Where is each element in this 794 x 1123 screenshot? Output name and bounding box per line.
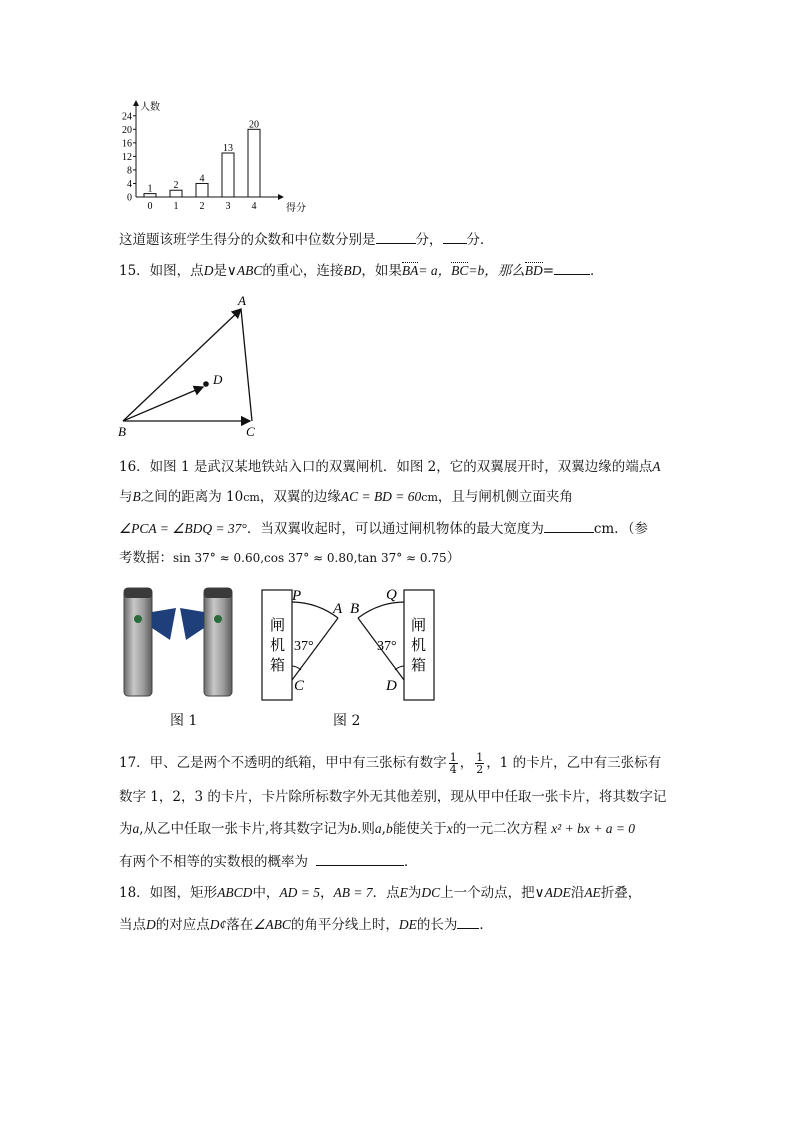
bar-value-label: 2 (173, 180, 179, 192)
q18-l1m: 沿 (570, 885, 585, 901)
y-tick-label: 16 (122, 138, 132, 150)
q14-blank-mode[interactable] (376, 229, 416, 244)
score-bar-chart (112, 96, 312, 218)
right-indicator-icon (214, 615, 222, 623)
q16-l1b: A (652, 459, 661, 474)
bar-value-label: 13 (223, 143, 233, 154)
q18-l1o: 折叠， (600, 885, 642, 901)
label-b2: B (350, 601, 360, 617)
arc-pa (292, 602, 338, 618)
q17-l3b: a (132, 821, 140, 836)
q18-l2j: ． (479, 917, 493, 933)
q18-l2b: D (146, 917, 156, 932)
label-a: A (238, 293, 246, 308)
y-tick-label: 4 (127, 178, 132, 190)
right-cabinet-top (204, 588, 232, 598)
frac1-den: 4 (449, 763, 457, 776)
left-box-char1: 闸 (270, 618, 286, 634)
x-tick-label: 0 (147, 201, 153, 212)
centroid-point (203, 381, 209, 387)
bar-value-label: 4 (199, 173, 205, 185)
x-tick-label: 3 (225, 201, 231, 212)
q17-fraction-half (475, 752, 484, 775)
q18-l1c: 中， (252, 885, 280, 901)
q18-l1l: ADE (544, 885, 571, 900)
q17-l3d: b (350, 821, 358, 836)
q15-text1: 是∨ (213, 263, 237, 279)
q17-l3i: 能使关于 (392, 821, 447, 837)
q18-l1f: AB = 7 (333, 885, 373, 900)
q18-l2g: 的角平分线上时， (290, 917, 399, 933)
bar (222, 153, 234, 197)
x-tick-label: 4 (251, 201, 257, 212)
q17-l1a: 17．甲、乙是两个不透明的纸箱，甲中有三张标有数字 (119, 755, 447, 771)
q15-vec-ba: BA (401, 263, 419, 278)
q16-l4c: ） (446, 550, 461, 566)
q17-l2: 数字 1，2，3 的卡片，卡片除所标数字外无其他差别，现从甲中任取一张卡片，将其数字记 (119, 789, 667, 805)
frac2-num: 1 (476, 751, 484, 764)
bar (170, 190, 182, 197)
q17-l1b: ，1 的卡片，乙中有三张标有 (486, 755, 662, 771)
q14-tail-line (119, 229, 494, 250)
q17-l3j: x (446, 821, 453, 836)
q16-l2b: B (132, 489, 141, 504)
q15-bd: BD (343, 263, 362, 278)
q18-l2c: 的对应点 (155, 917, 210, 933)
q17-line2 (119, 787, 666, 807)
q18-l1h: E (399, 885, 408, 900)
q18-l1k: 上一个动点，把∨ (440, 885, 545, 901)
q18-l2a: 当点 (119, 917, 146, 933)
x-tick-label: 1 (173, 201, 179, 212)
q16-line2 (119, 487, 573, 508)
right-wing (180, 608, 204, 640)
angle-label-right: 37° (377, 639, 397, 654)
y-axis-label: 人数 (140, 102, 160, 113)
q18-l2d: D¢ (209, 917, 227, 932)
q15-blank[interactable] (554, 260, 590, 275)
q16-l2f: AC = BD = 60 (340, 489, 422, 504)
q17-l3h: b (385, 821, 393, 836)
q17-sep: ， (459, 755, 474, 771)
fig1-turnstile-illustration (118, 582, 248, 700)
q18-l2i: 的长为 (416, 917, 458, 933)
right-box-char1: 闸 (411, 618, 427, 634)
x-axis-label: 得分 (286, 203, 306, 214)
q17-fraction-quarter (449, 752, 458, 775)
q15-eq-end: = (542, 263, 555, 279)
q17-blank[interactable] (316, 851, 404, 866)
label-d: D (213, 372, 223, 387)
q18-line2 (119, 914, 493, 935)
q16-l4a: 考数据： (119, 550, 173, 566)
fig2-caption: 图 2 (333, 713, 361, 729)
left-indicator-icon (134, 615, 142, 623)
label-d2: D (386, 678, 397, 694)
q14-unit1: 分， (415, 232, 443, 248)
q18-line1 (119, 883, 641, 903)
q16-line1 (119, 457, 660, 477)
q16-l2e: ，双翼的边缘 (259, 489, 341, 505)
q17-equation: x² + bx + a = 0 (551, 821, 636, 836)
label-b: B (118, 424, 126, 439)
q14-text: 这道题该班学生得分的众数和中位数分别是 (119, 232, 376, 248)
label-a2: A (333, 601, 343, 617)
q18-l1d: AD = 5 (279, 885, 321, 900)
q18-l1n: AE (584, 885, 601, 900)
q15-eq-b: =b，那么 (468, 263, 525, 278)
q17-l4b: ． (404, 854, 418, 870)
q17-l4a: 有两个不相等的实数根的概率为 (119, 854, 308, 870)
q16-l3b: ．当双翼收起时，可以通过闸机物体的最大宽度为 (246, 521, 544, 537)
arc-qb (358, 602, 404, 618)
x-tick-label: 2 (199, 201, 205, 212)
q15-triangle: ABC (236, 263, 263, 278)
q16-l1a: 16．如图 1 是武汉某地铁站入口的双翼闸机．如图 2，它的双翼展开时，双翼边缘的端点 (119, 459, 653, 475)
q15-vec-bc: BC (451, 263, 469, 278)
q17-l3a: 为 (119, 821, 133, 837)
fig1-caption: 图 1 (170, 713, 198, 729)
x-axis-arrow-icon (278, 194, 284, 200)
q16-line3 (119, 518, 648, 539)
q18-l1g: ．点 (372, 885, 400, 901)
angle-mark-left (292, 666, 301, 670)
q17-l3g: , (381, 821, 386, 837)
vector-ba (123, 309, 241, 421)
angle-mark-right (395, 666, 404, 670)
q17-line1 (119, 752, 661, 775)
q18-l1e: ， (320, 885, 334, 901)
bar (248, 129, 260, 197)
y-axis-arrow-icon (133, 100, 139, 106)
q15-point-d: D (203, 263, 214, 278)
q14-unit2: 分． (466, 232, 494, 248)
q18-l1b: ABCD (217, 885, 253, 900)
q18-l2f: ∠ABC (253, 917, 291, 932)
q15-triangle-figure (114, 292, 274, 442)
q18-l1a: 18．如图，矩形 (119, 885, 218, 901)
y-tick-label: 0 (127, 192, 132, 204)
bar-value-label: 1 (147, 183, 153, 195)
q16-l2d: cm (243, 491, 260, 504)
right-box-char3: 箱 (411, 658, 427, 674)
frac1-num: 1 (449, 751, 457, 764)
q16-l4b: sin 37° ≈ 0.60,cos 37° ≈ 0.80,tan 37° ≈ 0.75 (173, 551, 447, 565)
label-q: Q (386, 587, 397, 603)
q15-line (119, 260, 604, 281)
q16-l2g: cm (421, 491, 438, 504)
q15-end: ． (590, 263, 604, 279)
q15-vec-bd: BD (524, 263, 543, 278)
q15-prefix: 15．如图，点 (119, 263, 204, 279)
bar (196, 183, 208, 197)
q15-text2: 的重心，连接 (262, 263, 344, 279)
q14-blank-median[interactable] (443, 229, 467, 244)
right-box-char2: 机 (411, 638, 427, 654)
q16-l3a: ∠PCA = ∠BDQ = 37° (119, 521, 247, 536)
y-tick-label: 8 (127, 165, 132, 177)
q16-l2h: ，且与闸机侧立面夹角 (437, 489, 573, 505)
fig2-gate-diagram (258, 582, 438, 704)
frac2-den: 2 (476, 763, 484, 776)
q18-l1i: 为 (407, 885, 422, 901)
q17-l3k: 的一元二次方程 (452, 821, 548, 837)
q18-blank[interactable] (457, 914, 479, 929)
y-tick-label: 24 (122, 111, 132, 123)
left-cabinet (124, 588, 152, 696)
y-tick-label: 20 (122, 124, 132, 136)
label-c2: C (294, 678, 305, 694)
q16-l3c: cm．（参 (593, 521, 648, 537)
y-tick-label: 12 (122, 151, 132, 163)
side-ac (241, 309, 252, 421)
label-c: C (246, 424, 255, 439)
left-box-char2: 机 (270, 638, 286, 654)
vector-bd (123, 387, 203, 421)
right-cabinet (204, 588, 232, 696)
angle-label-left: 37° (294, 639, 314, 654)
label-p: P (292, 588, 302, 604)
left-cabinet-top (124, 588, 152, 598)
left-wing (152, 608, 176, 640)
q16-l2a: 与 (119, 489, 133, 505)
q16-blank[interactable] (544, 518, 594, 533)
q16-l2c: 之间的距离为 10 (140, 489, 244, 505)
left-box-char3: 箱 (270, 658, 286, 674)
q15-text3: ，如果 (361, 263, 402, 279)
q17-line3 (119, 819, 635, 839)
q17-l3c: ,从乙中任取一张卡片,将其数字记为 (139, 821, 351, 837)
q18-l1j: DC (421, 885, 441, 900)
q18-l2e: 落在 (226, 917, 254, 933)
bar-value-label: 20 (249, 119, 259, 131)
q17-l3f: a (374, 821, 382, 836)
q17-l3e: .则 (357, 821, 375, 837)
q17-line4 (119, 851, 418, 872)
q15-eq-a: = a， (418, 263, 452, 278)
q18-l2h: DE (398, 917, 417, 932)
q16-line4 (119, 548, 460, 568)
